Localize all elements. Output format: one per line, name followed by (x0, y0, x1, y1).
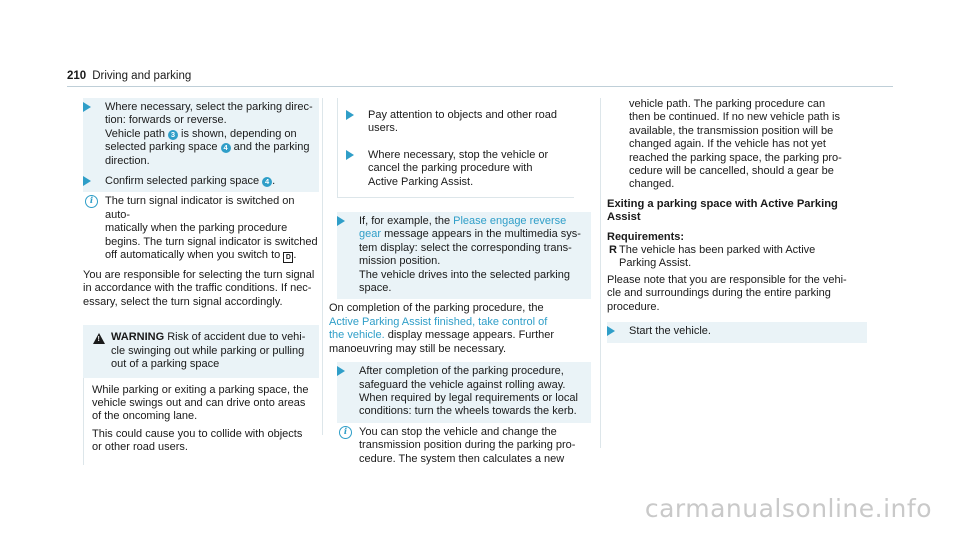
text-line: begins. The turn signal indicator is switched (105, 235, 318, 248)
steps-block (337, 212, 591, 299)
info-note-turn-signal (83, 192, 319, 266)
text-line: procedure. (607, 300, 660, 313)
requirement-item (607, 244, 867, 271)
text-line: Where necessary, stop the vehicle or (368, 148, 549, 161)
column-divider (600, 98, 601, 448)
text: Risk of accident due to vehi- (164, 331, 306, 344)
text-line: reached the parking space, the parking pro- (629, 151, 842, 164)
warning-continued-steps (337, 98, 574, 198)
text-line: cancel the parking procedure with (368, 162, 533, 175)
text-line (105, 175, 319, 188)
watermark: carmanualsonline.info (644, 493, 932, 523)
column-1 (83, 98, 319, 465)
step-arrow-icon (346, 150, 354, 160)
step-arrow-icon (346, 110, 354, 120)
text-line (359, 215, 591, 228)
info-note-continued (607, 98, 867, 192)
text-line: The vehicle drives into the selected parking (359, 268, 570, 281)
text-line: Active Parking Assist. (368, 175, 474, 188)
text: off automatically when you switch to (105, 249, 284, 262)
paragraph-completion (329, 299, 591, 356)
step-arrow-icon (83, 176, 91, 186)
text: . (272, 175, 276, 188)
step-confirm-space (83, 172, 319, 192)
warning-mark: ! (97, 336, 100, 344)
step-start-vehicle (607, 322, 867, 342)
header-rule (67, 86, 893, 87)
text-line: mission position. (359, 255, 441, 268)
text-line: direction. (105, 154, 150, 167)
text-line: space. (359, 282, 392, 295)
text: While parking or exiting a parking space, the (92, 383, 309, 396)
text-line: You are responsible for selecting the turn signal (83, 269, 315, 282)
text-line: available, the transmission position will be (629, 124, 834, 137)
text-line: changed. (629, 178, 675, 191)
text-line: Parking Assist. (619, 257, 692, 270)
text-line: The vehicle has been parked with Active (619, 244, 816, 257)
text: selected parking space (105, 141, 221, 154)
steps-block (607, 322, 867, 342)
warning-body (83, 378, 319, 465)
text-line (105, 141, 319, 154)
text-line: When required by legal requirements or local (359, 391, 578, 404)
text: . (293, 249, 297, 262)
text-line (359, 228, 591, 241)
text-line: safeguard the vehicle against rolling away. (359, 378, 566, 391)
step-arrow-icon (83, 102, 91, 112)
page-header (67, 70, 191, 83)
text-line: changed again. If the vehicle has not yet (629, 138, 826, 151)
callout-4-icon: 4 (262, 177, 272, 187)
warning-box (83, 325, 319, 464)
text: vehicle swings out and can drive onto areas (92, 396, 306, 409)
callout-3-icon: 3 (168, 130, 178, 140)
text-line: vehicle path. The parking procedure can (629, 98, 826, 110)
text-line: transmission position during the parking pro- (359, 439, 576, 452)
section-title: Driving and parking (92, 70, 192, 82)
text: Assist (607, 211, 641, 224)
text: Vehicle path (105, 127, 168, 140)
paragraph-responsibility (83, 266, 319, 309)
steps-block (337, 362, 591, 423)
page-number: 210 (67, 70, 87, 82)
text-line: Where necessary, select the parking direc- (105, 101, 313, 113)
paragraph-note (607, 271, 867, 314)
text-line: essary, select the turn signal accordingly. (83, 295, 283, 308)
text-line (105, 128, 319, 141)
warning-paragraph (92, 384, 311, 424)
text: is shown, depending on (178, 127, 297, 140)
warning-paragraph (92, 428, 311, 455)
text-line: tem display: select the corresponding trans- (359, 241, 572, 254)
info-note-transmission (337, 423, 591, 469)
text-line (105, 249, 319, 263)
text-line: matically when the parking procedure (105, 222, 288, 235)
section-heading (607, 198, 867, 225)
text-line (111, 331, 311, 344)
text-line: in accordance with the traffic conditions. If nec- (83, 282, 312, 295)
text-line: cle swinging out while parking or pulling (111, 344, 305, 357)
text-line: On completion of the parking procedure, the (329, 302, 544, 315)
bullet-icon: R (609, 244, 617, 257)
message-link[interactable]: the vehicle. (329, 329, 385, 342)
text-line: Pay attention to objects and other road (368, 109, 557, 121)
step-stop-vehicle (346, 146, 574, 193)
text-line: conditions: turn the wheels towards the kerb. (359, 405, 577, 418)
steps-block (83, 98, 319, 192)
column-3 (607, 98, 867, 343)
message-link[interactable]: Active Parking Assist finished, take control of (329, 315, 548, 328)
callout-4-icon: 4 (221, 143, 231, 153)
step-select-direction (83, 98, 319, 172)
warning-header (83, 325, 319, 377)
text: and the parking (230, 141, 310, 154)
text: or other road users. (92, 441, 188, 454)
column-divider (322, 98, 323, 435)
text: This could cause you to collide with objects (92, 427, 303, 440)
text-line: users. (368, 122, 398, 135)
text-line: out of a parking space (111, 358, 220, 371)
text-line: manoeuvring may still be necessary. (329, 342, 507, 355)
info-icon: i (339, 426, 352, 439)
text-line (329, 329, 591, 342)
step-arrow-icon (607, 326, 615, 336)
text: display message appears. Further (384, 329, 555, 342)
step-arrow-icon (337, 366, 345, 376)
text-line: tion: forwards or reverse. (105, 114, 227, 127)
text: If, for example, the (359, 215, 454, 228)
requirements-label: Requirements: (607, 230, 685, 243)
text-line: then be continued. If no new vehicle path is (629, 111, 840, 124)
text-line: The turn signal indicator is switched on auto- (105, 195, 295, 221)
text-line: Please note that you are responsible for the vehi- (607, 273, 847, 286)
text-line: cedure will be cancelled, should a gear be (629, 165, 834, 178)
warning-label: WARNING (111, 331, 165, 344)
text-line: After completion of the parking procedure, (359, 365, 564, 378)
message-link[interactable]: Please engage reverse (453, 215, 567, 228)
text: Exiting a parking space with Active Parking (607, 197, 838, 210)
text-line: You can stop the vehicle and change the (359, 425, 557, 438)
step-engage-reverse (337, 212, 591, 299)
text: Confirm selected parking space (105, 175, 263, 188)
step-arrow-icon (337, 216, 345, 226)
info-icon: i (85, 195, 98, 208)
text-line: cle and surroundings during the entire parking (607, 287, 831, 300)
drive-position-icon: D (283, 252, 293, 263)
text-line: cedure. The system then calculates a new (359, 452, 565, 465)
text: message appears in the multimedia sys- (381, 228, 581, 241)
text: of the oncoming lane. (92, 410, 198, 423)
step-safeguard-vehicle (337, 362, 591, 423)
message-link[interactable]: gear (359, 228, 382, 241)
column-2 (329, 98, 591, 469)
text-line: Start the vehicle. (629, 325, 711, 338)
step-pay-attention (346, 106, 574, 140)
